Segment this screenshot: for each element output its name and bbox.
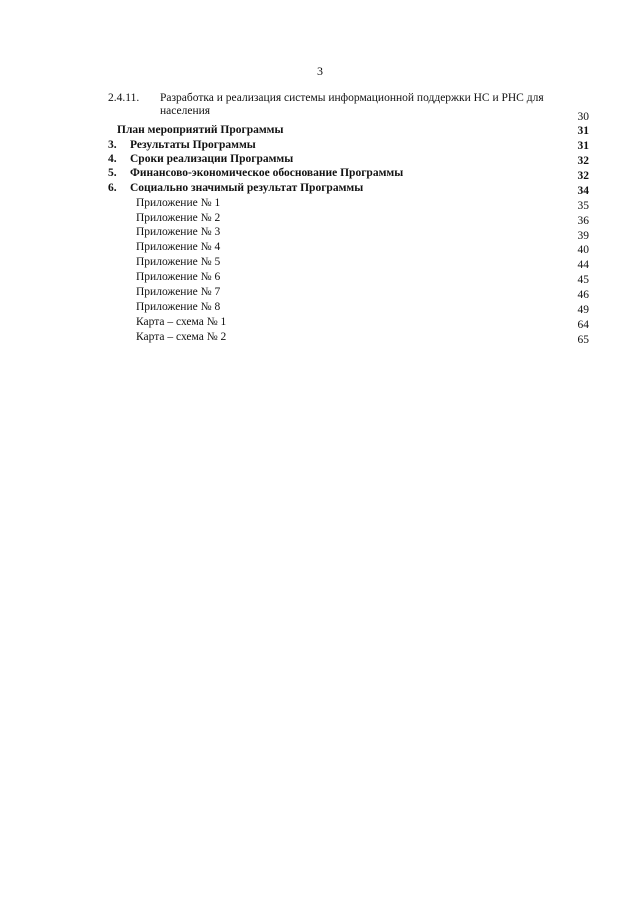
toc-section-number: 4.: [108, 153, 117, 165]
toc-section-title: Сроки реализации Программы: [130, 153, 294, 165]
toc-appendix-title: Приложение № 4: [136, 241, 221, 253]
toc-appendix-title: Приложение № 7: [136, 286, 221, 298]
toc-section-number: 6.: [108, 182, 117, 194]
toc-page-number: 49: [577, 304, 589, 316]
toc-page-number: 44: [577, 259, 589, 271]
toc-page-number: 32: [577, 170, 589, 182]
toc-page-number: 39: [577, 230, 589, 242]
toc-section-title: Социально значимый результат Программы: [130, 182, 364, 194]
toc-item-title: Разработка и реализация системы информационной поддержки НС и РНС для: [160, 92, 544, 104]
toc-page-number: 31: [577, 140, 589, 152]
toc-page-number: 31: [577, 125, 589, 137]
toc-appendix-title: Карта – схема № 2: [136, 331, 227, 343]
toc-appendix-title: Приложение № 3: [136, 226, 221, 238]
toc-page-number: 32: [577, 155, 589, 167]
toc-page-number: 46: [577, 289, 589, 301]
toc-appendix-title: Приложение № 1: [136, 197, 221, 209]
toc-appendix-title: Карта – схема № 1: [136, 316, 227, 328]
toc-page-number: 30: [577, 111, 589, 123]
toc-section-number: 5.: [108, 167, 117, 179]
toc-section-title: Финансово-экономическое обоснование Программы: [130, 167, 404, 179]
toc-appendix-title: Приложение № 5: [136, 256, 221, 268]
toc-item-number: 2.4.11.: [108, 92, 140, 104]
toc-page-number: 65: [577, 334, 589, 346]
toc-appendix-title: Приложение № 2: [136, 212, 221, 224]
page-number: 3: [317, 64, 323, 78]
toc-page-number: 40: [577, 244, 589, 256]
toc-page-number: 64: [577, 319, 589, 331]
toc-section-title: Результаты Программы: [130, 139, 256, 151]
toc-page-number: 35: [577, 200, 589, 212]
toc-appendix-title: Приложение № 6: [136, 271, 221, 283]
toc-page-number: 36: [577, 215, 589, 227]
toc-page-number: 34: [577, 185, 589, 197]
toc-item-title-continuation: населения: [160, 105, 211, 117]
toc-page-number: 45: [577, 274, 589, 286]
toc-appendix-title: Приложение № 8: [136, 301, 221, 313]
toc-plan-title: План мероприятий Программы: [117, 124, 284, 136]
toc-section-number: 3.: [108, 139, 117, 151]
